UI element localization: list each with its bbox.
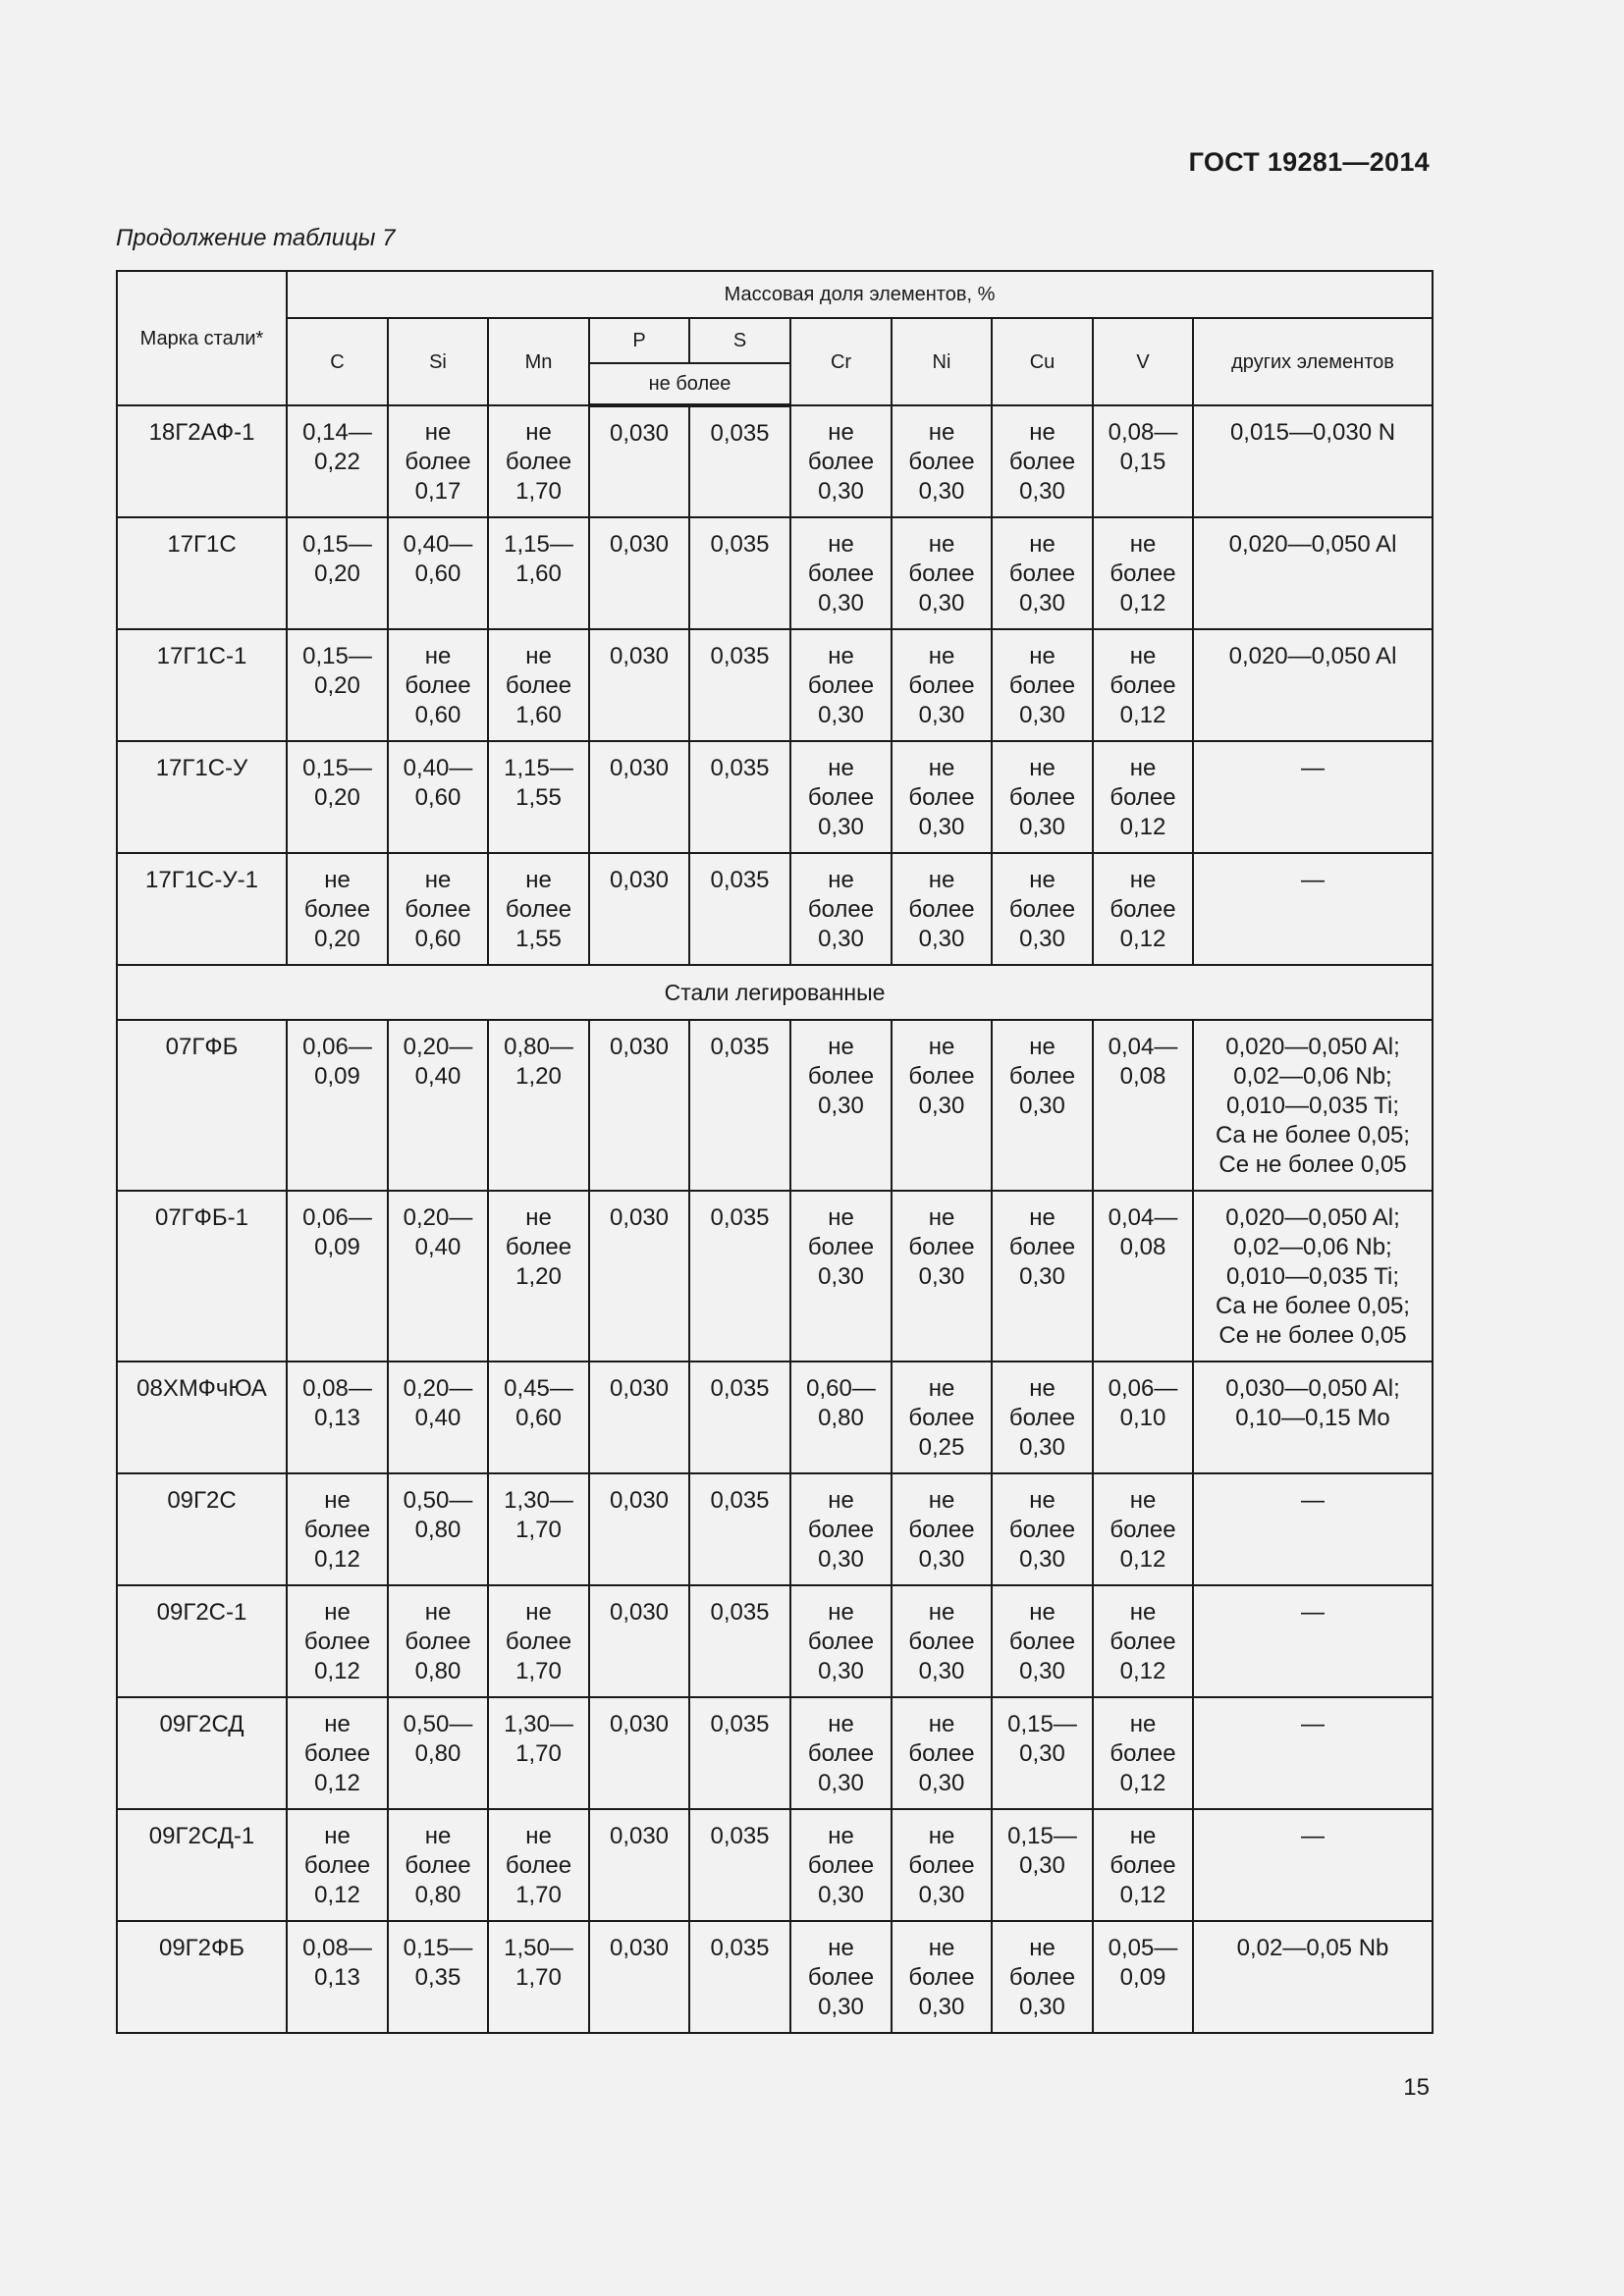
- table-row: [117, 517, 1433, 629]
- mn-value-cell: не более 1,55: [488, 853, 589, 965]
- si-value-cell: 0,50— 0,80: [388, 1697, 488, 1809]
- c-value-cell: 0,15— 0,20: [287, 741, 388, 853]
- p-value-cell: 0,030: [589, 1020, 689, 1191]
- mn-value-cell: 1,15— 1,55: [488, 741, 589, 853]
- steel-grade-cell: 09Г2СД-1: [117, 1809, 287, 1921]
- cr-value-cell: не более 0,30: [790, 1921, 892, 2033]
- s-value-cell: 0,035: [689, 517, 790, 629]
- s-value-cell: 0,035: [689, 629, 790, 741]
- header-p: P: [589, 318, 689, 363]
- header-cu: Cu: [992, 318, 1093, 405]
- other-value-cell: 0,020—0,050 Al: [1193, 629, 1433, 741]
- steel-grade-cell: 09Г2С: [117, 1473, 287, 1585]
- ni-value-cell: не более 0,30: [892, 741, 992, 853]
- steel-grade-cell: 09Г2С-1: [117, 1585, 287, 1697]
- s-value-cell: 0,035: [689, 741, 790, 853]
- steel-grade-cell: 08ХМФчЮА: [117, 1362, 287, 1473]
- table-row: [117, 1473, 1433, 1585]
- s-value-cell: 0,035: [689, 1473, 790, 1585]
- s-value-cell: 0,035: [689, 1191, 790, 1362]
- cr-value-cell: не более 0,30: [790, 1585, 892, 1697]
- ni-value-cell: не более 0,30: [892, 405, 992, 517]
- table-row: [117, 1020, 1433, 1191]
- steel-grade-cell: 18Г2АФ-1: [117, 405, 287, 517]
- cu-value-cell: 0,15— 0,30: [992, 1809, 1093, 1921]
- si-value-cell: не более 0,60: [388, 629, 488, 741]
- cu-value-cell: 0,15— 0,30: [992, 1697, 1093, 1809]
- v-value-cell: не более 0,12: [1093, 1697, 1193, 1809]
- si-value-cell: не более 0,80: [388, 1585, 488, 1697]
- c-value-cell: не более 0,12: [287, 1809, 388, 1921]
- si-value-cell: не более 0,60: [388, 853, 488, 965]
- header-ni: Ni: [892, 318, 992, 405]
- si-value-cell: не более 0,80: [388, 1809, 488, 1921]
- table-row: [117, 741, 1433, 853]
- other-value-cell: —: [1193, 1809, 1433, 1921]
- c-value-cell: 0,14— 0,22: [287, 405, 388, 517]
- ni-value-cell: не более 0,30: [892, 1191, 992, 1362]
- s-value-cell: 0,035: [689, 1585, 790, 1697]
- other-value-cell: 0,030—0,050 Al; 0,10—0,15 Mo: [1193, 1362, 1433, 1473]
- document-standard-number: ГОСТ 19281—2014: [1188, 147, 1430, 177]
- cr-value-cell: не более 0,30: [790, 1020, 892, 1191]
- cr-value-cell: 0,60— 0,80: [790, 1362, 892, 1473]
- si-value-cell: 0,40— 0,60: [388, 741, 488, 853]
- header-other: других элементов: [1193, 318, 1433, 405]
- steel-grade-cell: 07ГФБ-1: [117, 1191, 287, 1362]
- other-value-cell: 0,020—0,050 Al; 0,02—0,06 Nb; 0,010—0,035 Ti; Ca не более 0,05; Ce не более 0,05: [1193, 1020, 1433, 1191]
- table-row: [117, 1921, 1433, 2033]
- p-value-cell: 0,030: [589, 741, 689, 853]
- s-value-cell: 0,035: [689, 1362, 790, 1473]
- header-v: V: [1093, 318, 1193, 405]
- cu-value-cell: не более 0,30: [992, 629, 1093, 741]
- table-caption: Продолжение таблицы 7: [116, 225, 396, 251]
- ni-value-cell: не более 0,30: [892, 1020, 992, 1191]
- other-value-cell: 0,020—0,050 Al; 0,02—0,06 Nb; 0,010—0,035 Ti; Ca не более 0,05; Ce не более 0,05: [1193, 1191, 1433, 1362]
- v-value-cell: не более 0,12: [1093, 517, 1193, 629]
- other-value-cell: 0,020—0,050 Al: [1193, 517, 1433, 629]
- c-value-cell: не более 0,12: [287, 1697, 388, 1809]
- v-value-cell: не более 0,12: [1093, 1585, 1193, 1697]
- cu-value-cell: не более 0,30: [992, 853, 1093, 965]
- p-value-cell: 0,030: [589, 853, 689, 965]
- steel-composition-table: [116, 270, 1434, 2034]
- steel-grade-cell: 17Г1С-У-1: [117, 853, 287, 965]
- p-value-cell: 0,030: [589, 1362, 689, 1473]
- cu-value-cell: не более 0,30: [992, 517, 1093, 629]
- section-row: [117, 965, 1433, 1020]
- v-value-cell: 0,04— 0,08: [1093, 1191, 1193, 1362]
- cr-value-cell: не более 0,30: [790, 629, 892, 741]
- v-value-cell: не более 0,12: [1093, 1473, 1193, 1585]
- v-value-cell: не более 0,12: [1093, 629, 1193, 741]
- ni-value-cell: не более 0,30: [892, 517, 992, 629]
- c-value-cell: 0,06— 0,09: [287, 1191, 388, 1362]
- si-value-cell: не более 0,17: [388, 405, 488, 517]
- mn-value-cell: 1,50— 1,70: [488, 1921, 589, 2033]
- ni-value-cell: не более 0,30: [892, 1585, 992, 1697]
- cu-value-cell: не более 0,30: [992, 1362, 1093, 1473]
- cr-value-cell: не более 0,30: [790, 741, 892, 853]
- c-value-cell: 0,08— 0,13: [287, 1362, 388, 1473]
- steel-grade-cell: 17Г1С-У: [117, 741, 287, 853]
- ni-value-cell: не более 0,30: [892, 853, 992, 965]
- other-value-cell: —: [1193, 1697, 1433, 1809]
- c-value-cell: не более 0,20: [287, 853, 388, 965]
- v-value-cell: 0,08— 0,15: [1093, 405, 1193, 517]
- page-number: 15: [1403, 2074, 1430, 2101]
- cr-value-cell: не более 0,30: [790, 517, 892, 629]
- c-value-cell: 0,15— 0,20: [287, 629, 388, 741]
- ni-value-cell: не более 0,25: [892, 1362, 992, 1473]
- header-mass-fraction: Массовая доля элементов, %: [287, 271, 1433, 318]
- cu-value-cell: не более 0,30: [992, 1921, 1093, 2033]
- other-value-cell: 0,015—0,030 N: [1193, 405, 1433, 517]
- s-value-cell: 0,035: [689, 405, 790, 517]
- table-row: [117, 629, 1433, 741]
- s-value-cell: 0,035: [689, 1697, 790, 1809]
- mn-value-cell: 0,80— 1,20: [488, 1020, 589, 1191]
- p-value-cell: 0,030: [589, 1585, 689, 1697]
- section-alloyed-label: Стали легированные: [117, 965, 1433, 1020]
- table-row: [117, 405, 1433, 517]
- header-s: S: [689, 318, 790, 363]
- p-value-cell: 0,030: [589, 1921, 689, 2033]
- si-value-cell: 0,20— 0,40: [388, 1191, 488, 1362]
- ni-value-cell: не более 0,30: [892, 1809, 992, 1921]
- cr-value-cell: не более 0,30: [790, 405, 892, 517]
- mn-value-cell: не более 1,70: [488, 1585, 589, 1697]
- si-value-cell: 0,40— 0,60: [388, 517, 488, 629]
- cu-value-cell: не более 0,30: [992, 1191, 1093, 1362]
- p-value-cell: 0,030: [589, 629, 689, 741]
- other-value-cell: —: [1193, 853, 1433, 965]
- c-value-cell: не более 0,12: [287, 1473, 388, 1585]
- si-value-cell: 0,20— 0,40: [388, 1362, 488, 1473]
- other-value-cell: —: [1193, 1473, 1433, 1585]
- ni-value-cell: не более 0,30: [892, 1473, 992, 1585]
- v-value-cell: не более 0,12: [1093, 853, 1193, 965]
- steel-grade-cell: 17Г1С-1: [117, 629, 287, 741]
- steel-grade-cell: 09Г2СД: [117, 1697, 287, 1809]
- v-value-cell: 0,05— 0,09: [1093, 1921, 1193, 2033]
- si-value-cell: 0,50— 0,80: [388, 1473, 488, 1585]
- cu-value-cell: не более 0,30: [992, 741, 1093, 853]
- c-value-cell: не более 0,12: [287, 1585, 388, 1697]
- other-value-cell: —: [1193, 741, 1433, 853]
- s-value-cell: 0,035: [689, 853, 790, 965]
- p-value-cell: 0,030: [589, 1473, 689, 1585]
- header-grade: Марка стали*: [117, 271, 287, 405]
- cu-value-cell: не более 0,30: [992, 1020, 1093, 1191]
- si-value-cell: 0,15— 0,35: [388, 1921, 488, 2033]
- p-value-cell: 0,030: [589, 1191, 689, 1362]
- cr-value-cell: не более 0,30: [790, 1809, 892, 1921]
- mn-value-cell: не более 1,70: [488, 405, 589, 517]
- table-row: [117, 1809, 1433, 1921]
- v-value-cell: не более 0,12: [1093, 741, 1193, 853]
- s-value-cell: 0,035: [689, 1921, 790, 2033]
- mn-value-cell: не более 1,20: [488, 1191, 589, 1362]
- ni-value-cell: не более 0,30: [892, 1697, 992, 1809]
- table-row: [117, 853, 1433, 965]
- mn-value-cell: не более 1,60: [488, 629, 589, 741]
- mn-value-cell: 0,45— 0,60: [488, 1362, 589, 1473]
- cu-value-cell: не более 0,30: [992, 1585, 1093, 1697]
- cu-value-cell: не более 0,30: [992, 405, 1093, 517]
- table-row: [117, 1697, 1433, 1809]
- table-row: [117, 1191, 1433, 1362]
- cr-value-cell: не более 0,30: [790, 853, 892, 965]
- s-value-cell: 0,035: [689, 1809, 790, 1921]
- steel-grade-cell: 07ГФБ: [117, 1020, 287, 1191]
- steel-grade-cell: 09Г2ФБ: [117, 1921, 287, 2033]
- header-cr: Cr: [790, 318, 892, 405]
- header-c: C: [287, 318, 388, 405]
- v-value-cell: 0,06— 0,10: [1093, 1362, 1193, 1473]
- cu-value-cell: не более 0,30: [992, 1473, 1093, 1585]
- v-value-cell: не более 0,12: [1093, 1809, 1193, 1921]
- p-value-cell: 0,030: [589, 1697, 689, 1809]
- mn-value-cell: 1,30— 1,70: [488, 1697, 589, 1809]
- v-value-cell: 0,04— 0,08: [1093, 1020, 1193, 1191]
- p-value-cell: 0,030: [589, 1809, 689, 1921]
- header-mn: Mn: [488, 318, 589, 405]
- mn-value-cell: 1,30— 1,70: [488, 1473, 589, 1585]
- c-value-cell: 0,06— 0,09: [287, 1020, 388, 1191]
- mn-value-cell: 1,15— 1,60: [488, 517, 589, 629]
- s-value-cell: 0,035: [689, 1020, 790, 1191]
- cr-value-cell: не более 0,30: [790, 1697, 892, 1809]
- ni-value-cell: не более 0,30: [892, 629, 992, 741]
- header-si: Si: [388, 318, 488, 405]
- steel-grade-cell: 17Г1С: [117, 517, 287, 629]
- p-value-cell: 0,030: [589, 405, 689, 517]
- si-value-cell: 0,20— 0,40: [388, 1020, 488, 1191]
- mn-value-cell: не более 1,70: [488, 1809, 589, 1921]
- cr-value-cell: не более 0,30: [790, 1191, 892, 1362]
- table-row: [117, 1362, 1433, 1473]
- ni-value-cell: не более 0,30: [892, 1921, 992, 2033]
- cr-value-cell: не более 0,30: [790, 1473, 892, 1585]
- other-value-cell: —: [1193, 1585, 1433, 1697]
- p-value-cell: 0,030: [589, 517, 689, 629]
- table-row: [117, 1585, 1433, 1697]
- c-value-cell: 0,15— 0,20: [287, 517, 388, 629]
- c-value-cell: 0,08— 0,13: [287, 1921, 388, 2033]
- other-value-cell: 0,02—0,05 Nb: [1193, 1921, 1433, 2033]
- header-not-more: не более: [589, 363, 790, 405]
